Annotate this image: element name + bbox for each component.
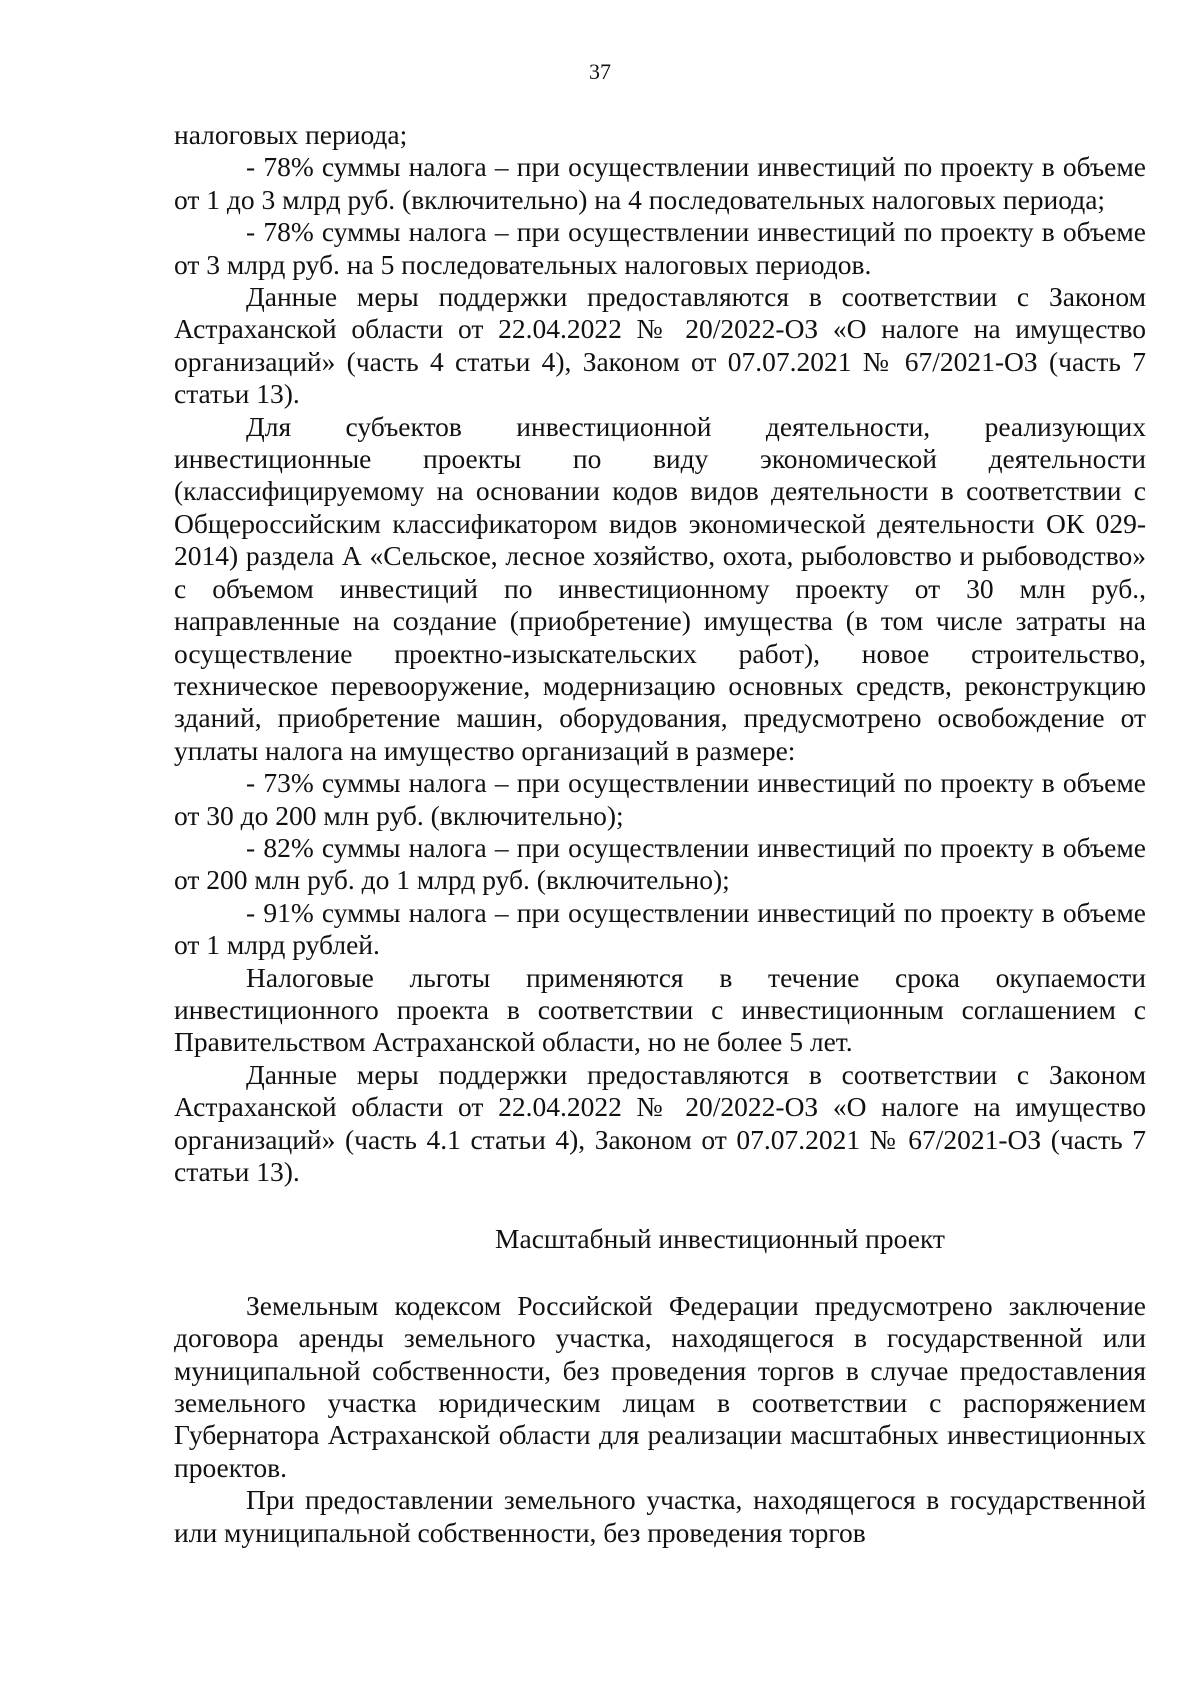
paragraph-land-code: Земельным кодексом Российской Федерации предусмотрено заключение договора аренды земельного участка, находящегося в государственной или муниципальной собственности, без проведения торгов в случае предоставления земельного участка юридическим лицам в соответствии с распоряжением Губернатора Астраханской области для реализации масштабных инвестиционных проектов. — [174, 1289, 1146, 1483]
list-item-73-percent: - 73% суммы налога – при осуществлении инвестиций по проекту в объеме от 30 до 200 млн руб. (включительно); — [174, 767, 1146, 831]
list-item-78-percent-5-periods: - 78% суммы налога – при осуществлении инвестиций по проекту в объеме от 3 млрд руб. на 5 последовательных налоговых периодов. — [174, 216, 1146, 280]
list-item-82-percent: - 82% суммы налога – при осуществлении инвестиций по проекту в объеме от 200 млн руб. до 1 млрд руб. (включительно); — [174, 831, 1146, 896]
paragraph-tax-benefits-term: Налоговые льготы применяются в течение срока окупаемости инвестиционного проекта в соответствии с инвестиционным соглашением с Правительством Астраханской области, но не более 5 лет. — [174, 961, 1146, 1058]
paragraph-law-reference-2: Данные меры поддержки предоставляются в соответствии с Законом Астраханской области от 22.04.2022 № 20/2022-ОЗ «О налоге на имущество организаций» (часть 4.1 статьи 4), Законом от 07.07.2021 № 67/2021-ОЗ (часть 7 статьи 13). — [174, 1058, 1146, 1187]
section-heading: Масштабный инвестиционный проект — [495, 1223, 945, 1255]
list-item-78-percent-4-periods: - 78% суммы налога – при осуществлении инвестиций по проекту в объеме от 1 до 3 млрд руб. (включительно) на 4 последовательных налоговых периода; — [174, 151, 1146, 215]
page-number: 37 — [589, 59, 611, 84]
document-body — [174, 119, 1146, 1549]
paragraph-continuation: налоговых периода; — [174, 119, 408, 150]
paragraph-law-reference-1: Данные меры поддержки предоставляются в соответствии с Законом Астраханской области от 22.04.2022 № 20/2022-ОЗ «О налоге на имущество организаций» (часть 4 статьи 4), Законом от 07.07.2021 № 67/2021-ОЗ (часть 7 статьи 13). — [174, 281, 1146, 410]
paragraph-agriculture-subjects: Для субъектов инвестиционной деятельности, реализующих инвестиционные проекты по виду экономической деятельности (классифицируемому на основании кодов видов деятельности в соответствии с Общероссийским классификатором видов экономической деятельности ОК 029-2014) раздела А «Сельское, лесное хозяйство, охота, рыболовство и рыбоводство» с объемом инвестиций по инвестиционному проекту от 30 млн руб., направленные на создание (приобретение) имущества (в том числе затраты на осуществление проектно-изыскательских работ), новое строительство, техническое перевооружение, модернизацию основных средств, реконструкцию зданий, приобретение машин, оборудования, предусмотрено освобождение от уплаты налога на имущество организаций в размере: — [174, 410, 1146, 766]
paragraph-land-provision: При предоставлении земельного участка, находящегося в государственной или муниципальной собственности, без проведения торгов — [174, 1484, 1146, 1548]
list-item-91-percent: - 91% суммы налога – при осуществлении инвестиций по проекту в объеме от 1 млрд рублей. — [174, 896, 1146, 961]
